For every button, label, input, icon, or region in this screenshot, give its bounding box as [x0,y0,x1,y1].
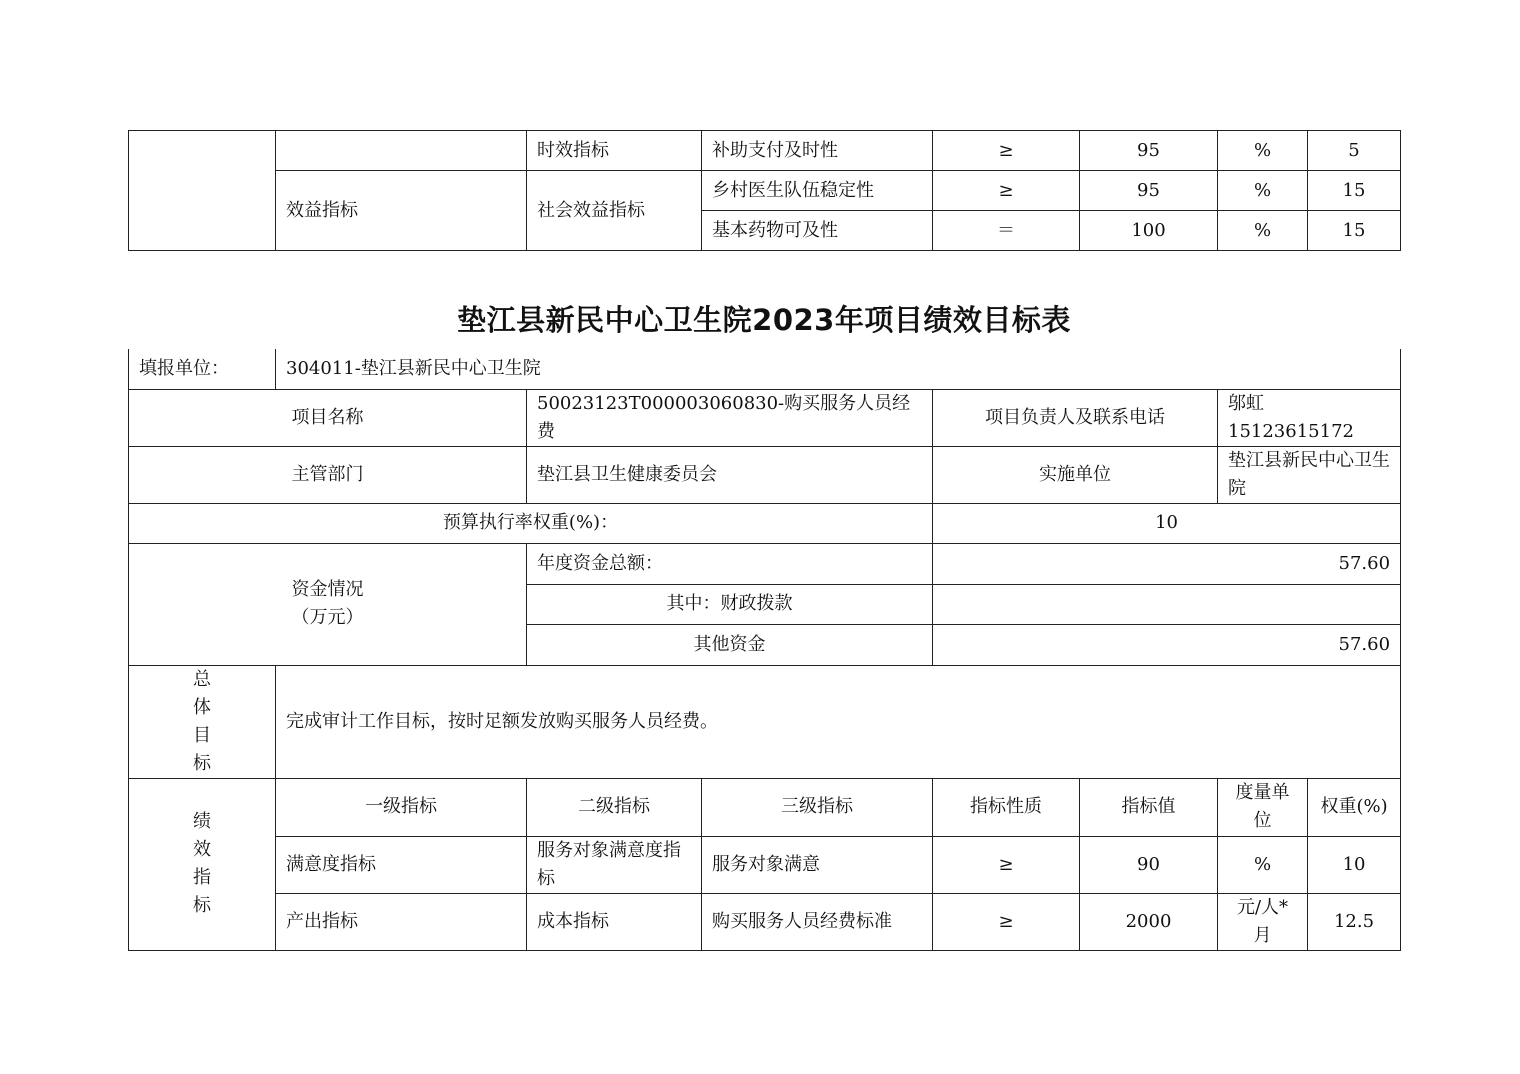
header-weight: 权重(%) [1308,778,1401,836]
table-row [129,893,1401,950]
level1-cell: 产出指标 [276,893,527,950]
header-level1: 一级指标 [276,778,527,836]
other-funds-label: 其他资金 [527,624,933,665]
level1-cell: 满意度指标 [276,836,527,893]
perf-indicator-label [129,778,276,950]
funds-label [129,543,527,665]
performance-goal-table [128,349,1401,951]
unit-cell: 元/人*月 [1218,893,1308,950]
fill-unit-value: 304011-垫江县新民中心卫生院 [276,349,1401,389]
header-nature: 指标性质 [933,778,1080,836]
table-row [129,446,1401,503]
table-row [129,665,1401,778]
contact-label: 项目负责人及联系电话 [933,389,1218,446]
value-cell: 95 [1080,171,1218,211]
nature-cell: ≥ [933,131,1080,171]
table-row [129,131,1401,171]
header-level3: 三级指标 [702,778,933,836]
level2-cell: 时效指标 [527,131,702,171]
continuation-table [128,130,1401,251]
nature-cell: ＝ [933,211,1080,251]
project-name-value: 50023123T000003060830-购买服务人员经费 [527,389,933,446]
weight-cell: 10 [1308,836,1401,893]
goal-char: 标 [193,752,211,774]
level3-cell: 乡村医生队伍稳定性 [702,171,933,211]
perf-char: 效 [193,839,211,860]
level2-cell: 服务对象满意度指标 [527,836,702,893]
goal-char: 总 [193,668,211,690]
table-row [129,389,1401,446]
dept-label: 主管部门 [129,446,527,503]
level3-cell: 基本药物可及性 [702,211,933,251]
goal-char: 体 [193,696,211,718]
nature-cell: ≥ [933,171,1080,211]
fiscal-label: 其中：财政拨款 [527,584,933,624]
impl-value: 垫江县新民中心卫生院 [1218,446,1401,503]
unit-cell: % [1218,171,1308,211]
value-cell: 2000 [1080,893,1218,950]
empty-cell [129,131,276,251]
table-row [129,778,1401,836]
weight-cell: 15 [1308,171,1401,211]
fill-unit-label: 填报单位： [129,349,276,389]
level1-cell: 效益指标 [276,171,527,251]
header-unit: 度量单位 [1218,778,1308,836]
unit-cell: % [1218,211,1308,251]
funds-label-line2: （万元） [291,607,364,628]
level3-cell: 补助支付及时性 [702,131,933,171]
goal-char: 目 [193,724,211,746]
project-name-label: 项目名称 [129,389,527,446]
value-cell: 100 [1080,211,1218,251]
dept-value: 垫江县卫生健康委员会 [527,446,933,503]
budget-weight-value: 10 [933,503,1401,543]
perf-char: 指 [193,867,211,888]
nature-cell: ≥ [933,893,1080,950]
unit-cell: % [1218,836,1308,893]
page-title: 垫江县新民中心卫生院2023年项目绩效目标表 [457,303,1071,337]
level3-cell: 购买服务人员经费标准 [702,893,933,950]
other-funds-value: 57.60 [933,624,1401,665]
budget-weight-label: 预算执行率权重(%)： [129,503,933,543]
value-cell: 95 [1080,131,1218,171]
weight-cell: 15 [1308,211,1401,251]
level3-cell: 服务对象满意 [702,836,933,893]
table-row [129,171,1401,211]
table-row [129,349,1401,389]
annual-total-value: 57.60 [933,543,1401,584]
weight-cell: 5 [1308,131,1401,171]
header-value: 指标值 [1080,778,1218,836]
header-level2: 二级指标 [527,778,702,836]
weight-cell: 12.5 [1308,893,1401,950]
impl-label: 实施单位 [933,446,1218,503]
annual-total-label: 年度资金总额： [527,543,933,584]
perf-char: 绩 [193,811,211,832]
overall-goal-text: 完成审计工作目标，按时足额发放购买服务人员经费。 [276,665,1401,778]
unit-cell: % [1218,131,1308,171]
table-row [129,543,1401,584]
funds-label-line1: 资金情况 [291,579,364,600]
level2-cell: 社会效益指标 [527,171,702,251]
fiscal-value [933,584,1401,624]
perf-char: 标 [193,895,211,916]
overall-goal-label [129,665,276,778]
table-row [129,503,1401,543]
level1-cell [276,131,527,171]
value-cell: 90 [1080,836,1218,893]
contact-value: 邬虹 15123615172 [1218,389,1401,446]
nature-cell: ≥ [933,836,1080,893]
level2-cell: 成本指标 [527,893,702,950]
table-row [129,836,1401,893]
